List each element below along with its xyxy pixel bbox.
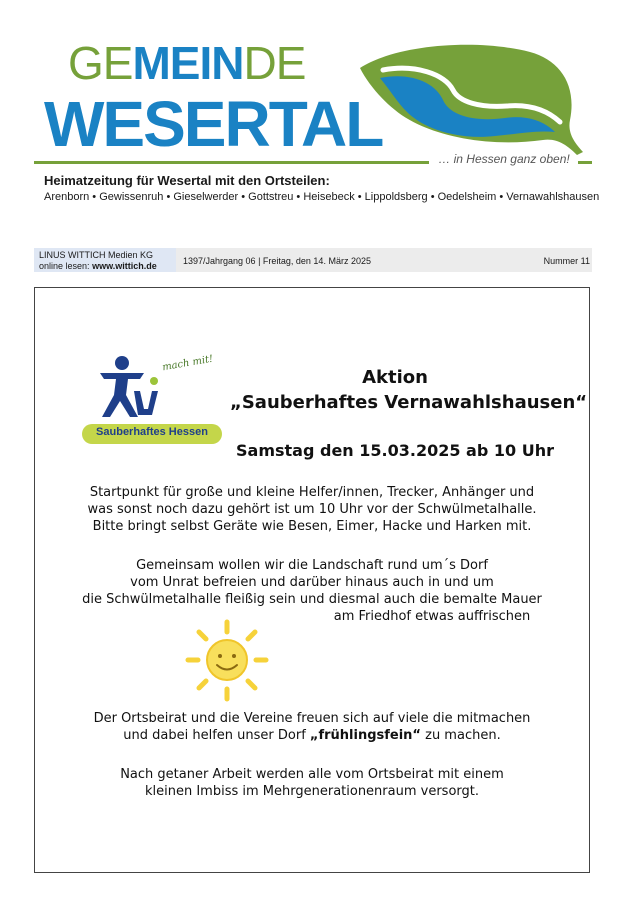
paragraph-line: Nach getaner Arbeit werden alle vom Ortsbeirat mit einem <box>120 767 504 782</box>
issue-number: Nummer 11 <box>543 256 590 266</box>
newspaper-subtitle: Heimatzeitung für Wesertal mit den Ortsteilen: <box>44 173 330 188</box>
tagline: … in Hessen ganz oben! <box>438 152 570 166</box>
text-fragment: zu machen. <box>420 728 501 743</box>
title-ge: GE <box>68 37 133 89</box>
headline-title: „Sauberhaftes Vernawahlshausen“ <box>230 392 588 413</box>
event-date: Samstag den 15.03.2025 ab 10 Uhr <box>236 441 554 460</box>
paragraph-line: was sonst noch dazu gehört ist um 10 Uhr vor der Schwülmetalhalle. <box>87 502 537 517</box>
logo-text: Sauberhaftes Hessen <box>96 426 208 438</box>
paragraph-thanks <box>36 710 588 744</box>
publisher-name: LINUS WITTICH Medien KG <box>39 250 154 260</box>
headline-aktion: Aktion <box>362 367 428 388</box>
paragraph-line: Gemeinsam wollen wir die Landschaft rund um´s Dorf <box>136 558 488 573</box>
online-read-line <box>39 261 157 271</box>
paragraph-line: kleinen Imbiss im Mehrgenerationenraum versorgt. <box>144 784 480 799</box>
paragraph-line: Bitte bringt selbst Geräte wie Besen, Eimer, Hacke und Harken mit. <box>92 519 532 534</box>
masthead-rule-left <box>34 161 429 164</box>
emphasis-fruehlingsfein: „frühlingsfein“ <box>309 728 421 743</box>
leaf-logo-icon <box>355 40 585 160</box>
paragraph-line <box>36 727 588 744</box>
online-url-link[interactable]: www.wittich.de <box>92 261 157 271</box>
district-list: Arenborn • Gewissenruh • Gieselwerder • Gottstreu • Heisebeck • Lippoldsberg • Oedelsheim • Vernawahlshausen <box>44 191 600 203</box>
paragraph-line: Der Ortsbeirat und die Vereine freuen sich auf viele die mitmachen <box>93 711 531 726</box>
paragraph-together <box>36 557 588 625</box>
title-de: DE <box>243 37 306 89</box>
masthead-title-line1 <box>68 37 306 89</box>
paragraph-line: am Friedhof etwas auffrischen <box>333 609 531 624</box>
sun-icon <box>182 618 272 703</box>
text-fragment: und dabei helfen unser Dorf <box>123 728 310 743</box>
masthead-rule-right <box>578 161 592 164</box>
mach-mit-label: mach mit! <box>161 353 214 374</box>
paragraph-snack <box>36 766 588 800</box>
paragraph-start <box>36 484 588 535</box>
paragraph-line: vom Unrat befreien und darüber hinaus auch in und um <box>130 575 494 590</box>
online-label: online lesen: <box>39 261 90 271</box>
paragraph-line: die Schwülmetalhalle fleißig sein und diesmal auch die bemalte Mauer <box>82 592 542 607</box>
masthead-title-line2: WESERTAL <box>44 88 383 160</box>
title-mein: MEIN <box>132 37 244 89</box>
paragraph-line: Startpunkt für große und kleine Helfer/innen, Trecker, Anhänger und <box>89 485 535 500</box>
issue-date: 1397/Jahrgang 06 | Freitag, den 14. März 2025 <box>183 256 371 266</box>
